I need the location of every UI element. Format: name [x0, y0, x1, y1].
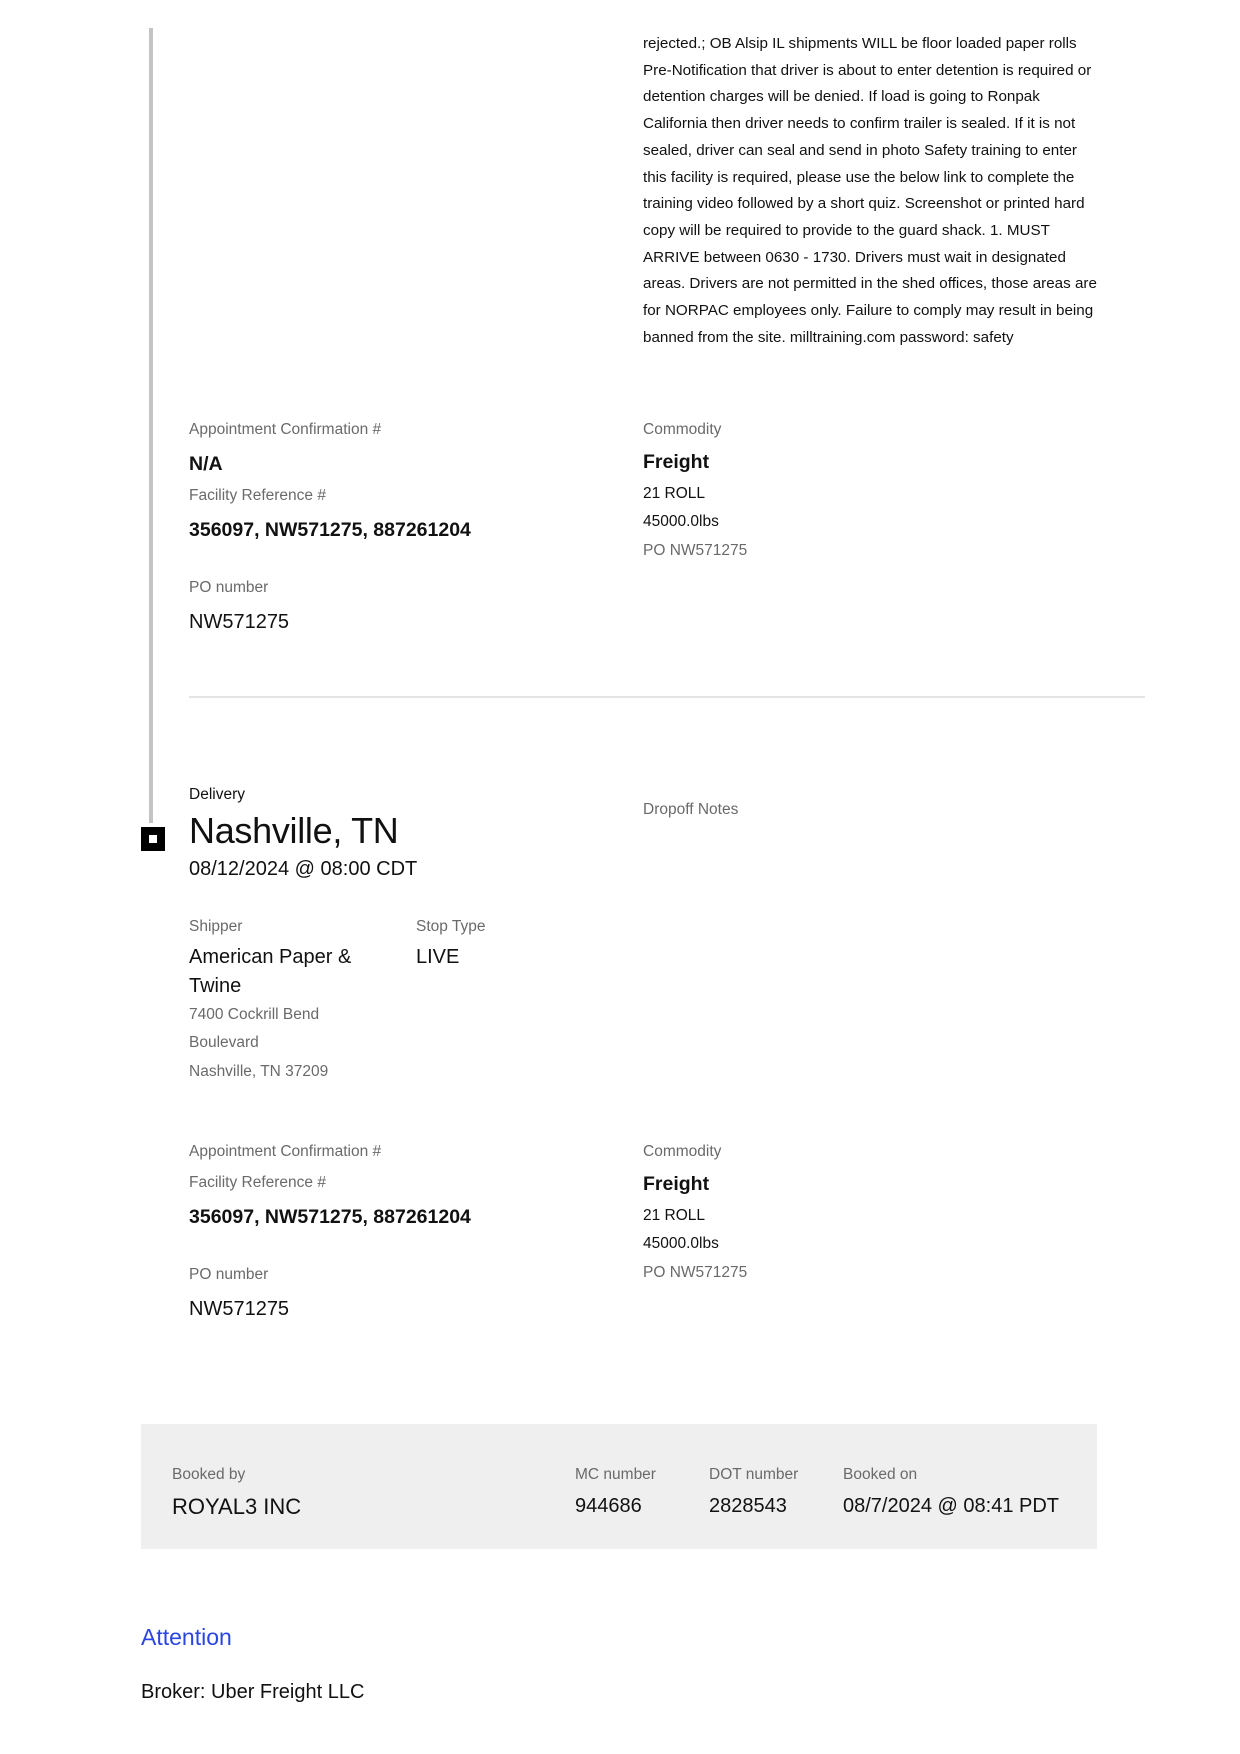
- mc-number-label: MC number: [575, 1466, 656, 1483]
- po-number-label: PO number: [189, 579, 269, 596]
- delivery-po-number-value: NW571275: [189, 1298, 290, 1320]
- appt-confirmation-label: Appointment Confirmation #: [189, 421, 382, 438]
- stop-type-label: Stop Type: [416, 918, 486, 935]
- commodity-po: PO NW571275: [643, 542, 748, 559]
- broker-name: Broker: Uber Freight LLC: [141, 1681, 365, 1703]
- delivery-commodity-po: PO NW571275: [643, 1264, 748, 1281]
- delivery-facility-reference-label: Facility Reference #: [189, 1174, 326, 1191]
- delivery-commodity-name: Freight: [643, 1173, 710, 1195]
- facility-reference-value: 356097, NW571275, 887261204: [189, 519, 471, 541]
- shipper-label: Shipper: [189, 918, 243, 935]
- delivery-facility-reference-value: 356097, NW571275, 887261204: [189, 1206, 471, 1228]
- stop-datetime: 08/12/2024 @ 08:00 CDT: [189, 858, 418, 880]
- stop-marker-icon: [141, 827, 165, 851]
- stop-type-value: LIVE: [416, 946, 460, 968]
- section-divider: [189, 696, 1145, 698]
- po-number-value: NW571275: [189, 611, 290, 633]
- delivery-po-number-label: PO number: [189, 1266, 269, 1283]
- dropoff-notes-label: Dropoff Notes: [643, 801, 739, 818]
- shipper-address-line3: Nashville, TN 37209: [189, 1063, 329, 1080]
- delivery-commodity-label: Commodity: [643, 1143, 722, 1160]
- appt-confirmation-value: N/A: [189, 453, 223, 475]
- booking-summary-panel: [141, 1424, 1097, 1549]
- booked-on-value: 08/7/2024 @ 08:41 PDT: [843, 1495, 1059, 1517]
- stop-type-heading: Delivery: [189, 786, 245, 803]
- shipper-address-line1: 7400 Cockrill Bend: [189, 1006, 320, 1023]
- booked-by-value: ROYAL3 INC: [172, 1494, 302, 1519]
- dot-number-label: DOT number: [709, 1466, 799, 1483]
- shipper-name-line2: Twine: [189, 975, 242, 997]
- attention-heading: Attention: [141, 1624, 232, 1650]
- booked-on-label: Booked on: [843, 1466, 918, 1483]
- delivery-commodity-weight: 45000.0lbs: [643, 1235, 719, 1252]
- delivery-commodity-quantity: 21 ROLL: [643, 1207, 706, 1224]
- commodity-quantity: 21 ROLL: [643, 485, 706, 502]
- pickup-notes: rejected.; OB Alsip IL shipments WILL be floor loaded paper rolls Pre-Notification that driver is about to enter detention is required or detention charges will be denied. If load is going to Ronpak California then driver needs to confirm trailer is sealed. If it is not sealed, driver can seal and send in photo Safety training to enter this facility is required, please use the below link to complete the training video followed by a short quiz. Screenshot or printed hard copy will be required to provide to the guard shack. 1. MUST ARRIVE between 0630 - 1730. Drivers must wait in designated areas. Drivers are not permitted in the shed offices, those areas are for NORPAC employees only. Failure to comply may result in being banned from the site. milltraining.com password: safety: [643, 35, 1097, 346]
- commodity-name: Freight: [643, 451, 710, 473]
- dot-number-value: 2828543: [709, 1495, 787, 1517]
- shipper-name-line1: American Paper &: [189, 946, 352, 968]
- shipper-address-line2: Boulevard: [189, 1034, 259, 1051]
- timeline-line: [149, 28, 153, 823]
- booked-by-label: Booked by: [172, 1466, 246, 1483]
- commodity-label: Commodity: [643, 421, 722, 438]
- mc-number-value: 944686: [575, 1495, 642, 1517]
- stop-city: Nashville, TN: [189, 810, 399, 851]
- delivery-appt-confirmation-label: Appointment Confirmation #: [189, 1143, 382, 1160]
- facility-reference-label: Facility Reference #: [189, 487, 326, 504]
- commodity-weight: 45000.0lbs: [643, 513, 719, 530]
